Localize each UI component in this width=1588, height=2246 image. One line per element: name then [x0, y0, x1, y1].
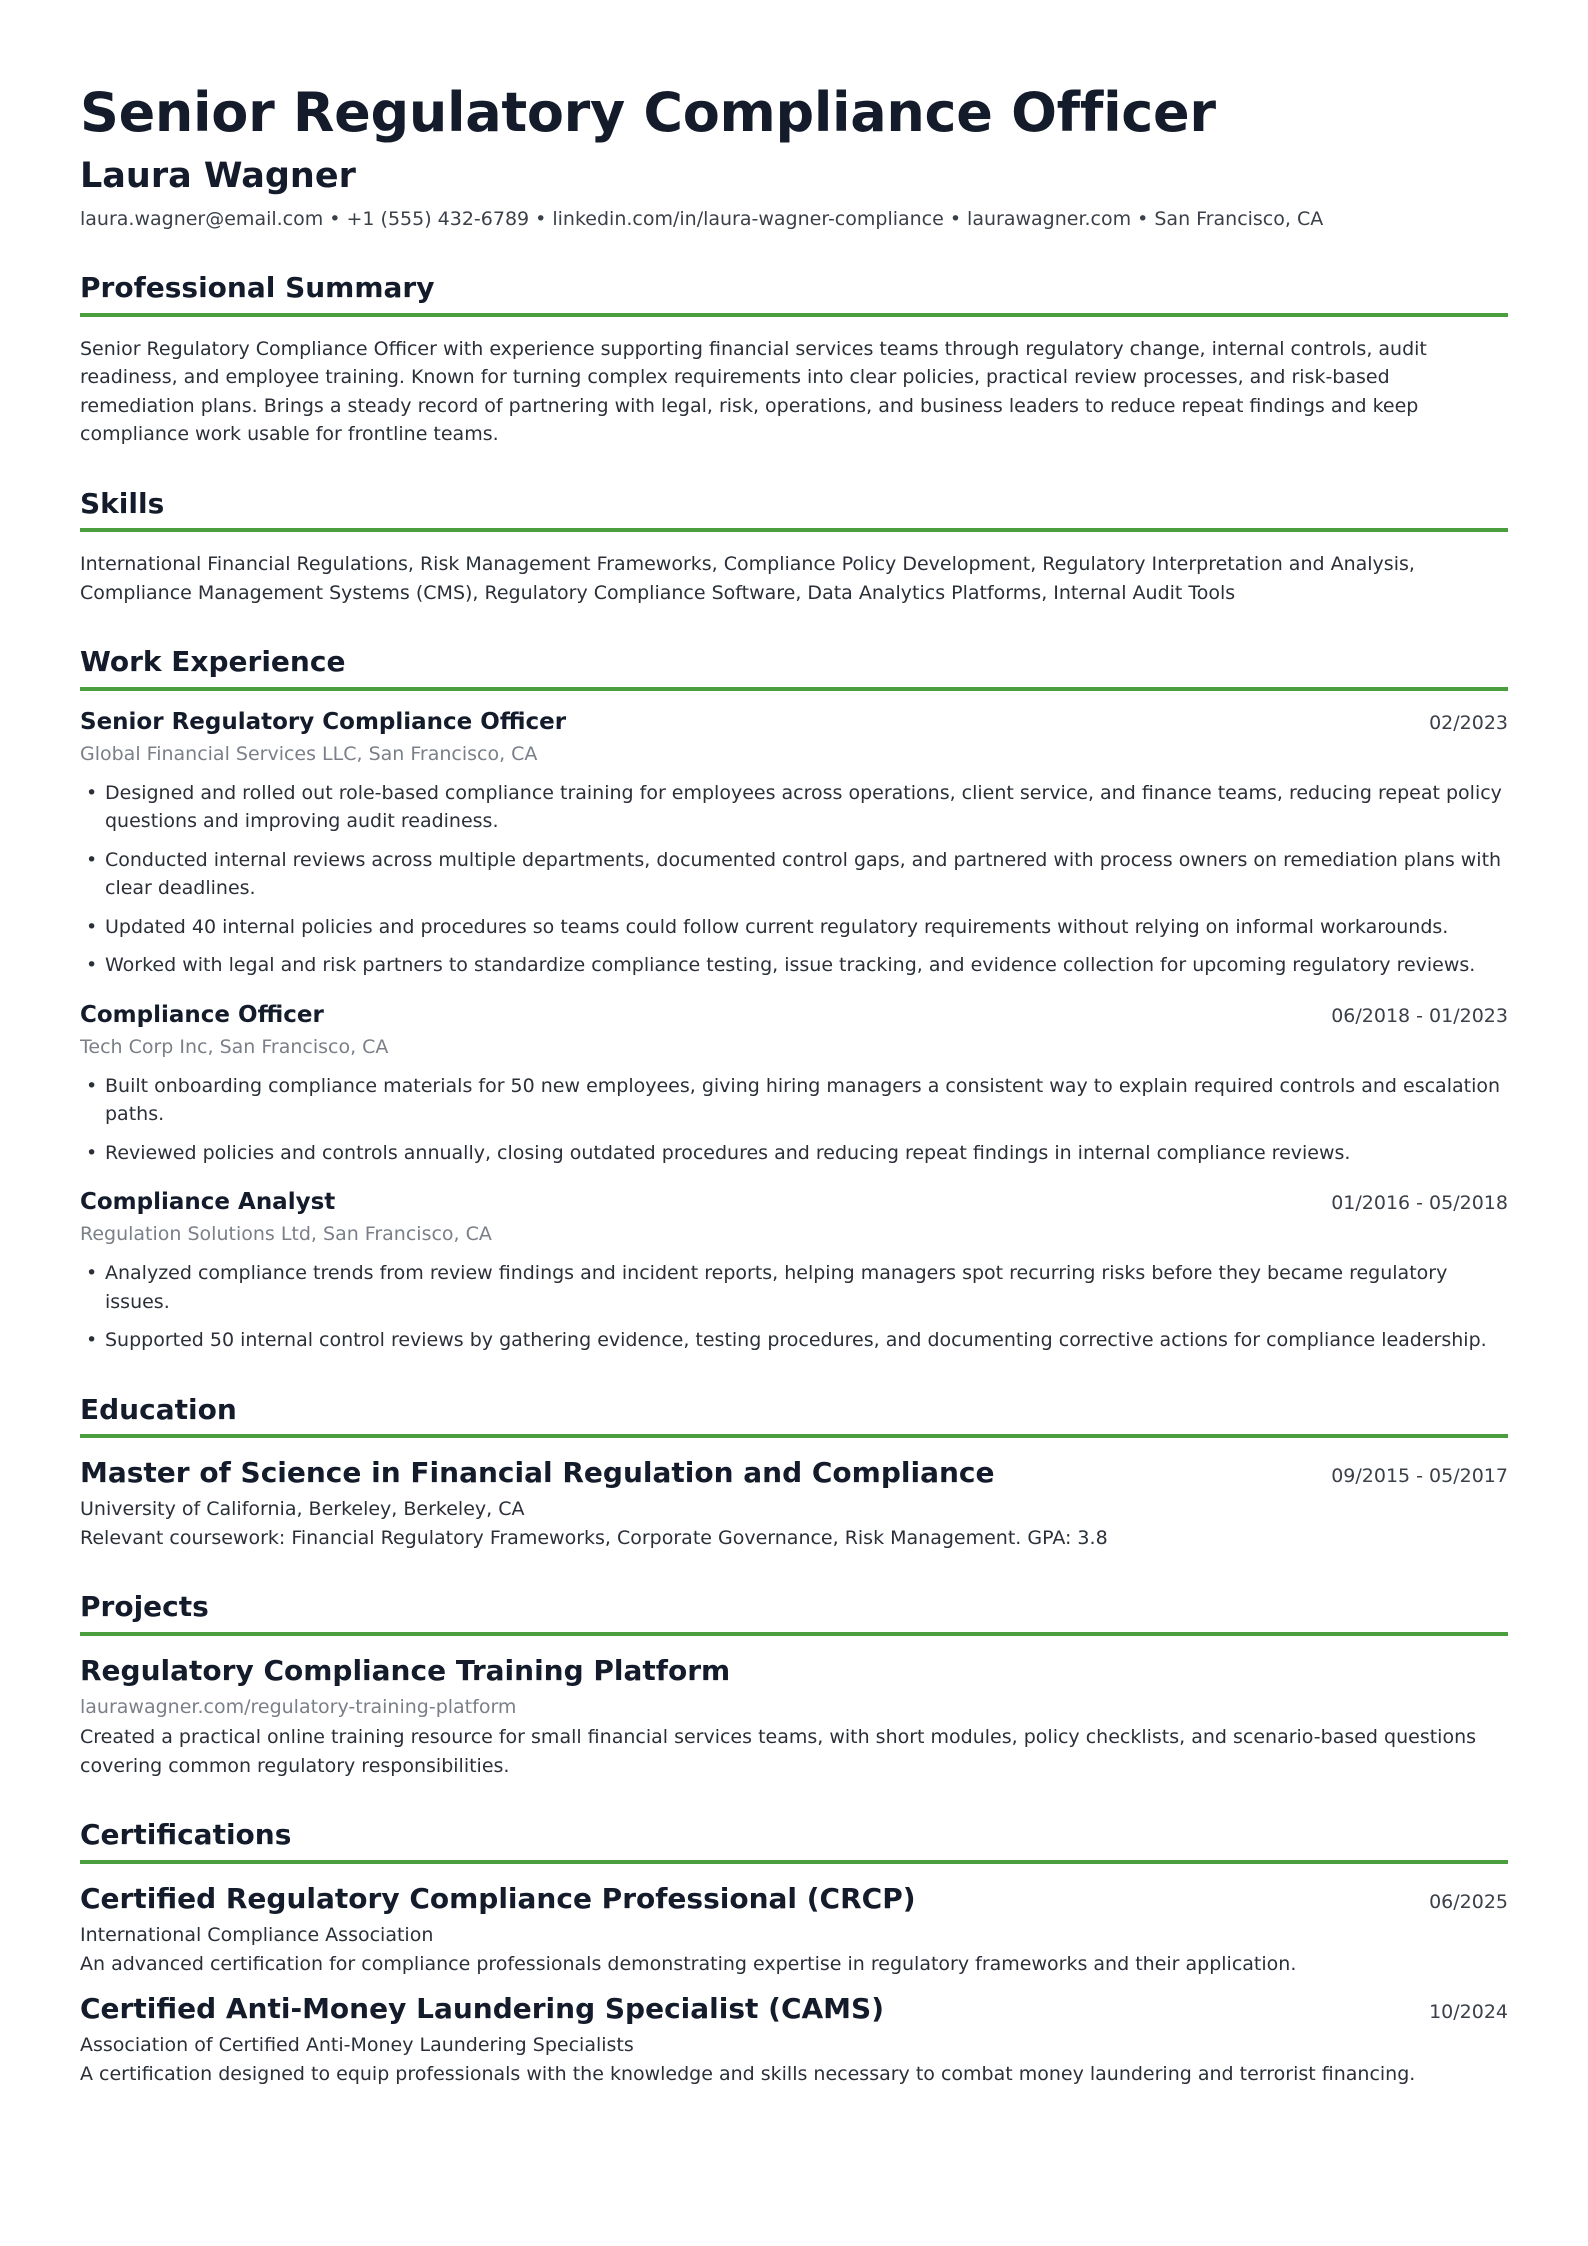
project-description: Created a practical online training resource for small financial services teams, with short modules, policy checklists, and scenario-based questions covering common regulatory responsibilities.: [80, 1726, 1477, 1777]
bullet-item: • Reviewed policies and controls annually, closing outdated procedures and reducing repeat findings in internal compliance reviews.: [80, 1139, 1508, 1168]
certification-entry: [80, 1992, 1508, 2088]
certifications-section: [80, 1818, 1508, 2088]
contact-separator: •: [1137, 208, 1149, 231]
projects-section: [80, 1590, 1508, 1780]
skills-text: International Financial Regulations, Risk Management Frameworks, Compliance Policy Development, Regulatory Interpretation and Analysis, Compliance Management Systems (CMS), Regulatory Compliance Software, Data Analytics Platforms, Internal Audit Tools: [80, 553, 1415, 604]
bullet-dot-icon: •: [86, 848, 98, 871]
contact-location: San Francisco, CA: [1154, 208, 1324, 231]
bullet-dot-icon: •: [86, 915, 98, 938]
job-date: 02/2023: [1429, 711, 1508, 734]
job-date: 01/2016 - 05/2018: [1331, 1192, 1508, 1215]
bullet-dot-icon: •: [86, 1074, 98, 1097]
job-bullets: [80, 1072, 1508, 1168]
job-bullets: [80, 779, 1508, 980]
job-entry: [80, 1002, 1508, 1168]
job-company: Tech Corp Inc, San Francisco, CA: [80, 1035, 389, 1058]
bullet-dot-icon: •: [86, 781, 98, 804]
education-date: 09/2015 - 05/2017: [1331, 1465, 1508, 1488]
contact-separator: •: [329, 208, 341, 231]
section-heading: Education: [80, 1393, 1508, 1439]
bullet-item: • Supported 50 internal control reviews by gathering evidence, testing procedures, and documenting corrective actions for compliance leadership.: [80, 1326, 1508, 1355]
skills-section: [80, 487, 1508, 608]
job-entry: [80, 709, 1508, 980]
bullet-dot-icon: •: [86, 1262, 98, 1285]
section-heading: Work Experience: [80, 645, 1508, 691]
certification-date: 10/2024: [1429, 2001, 1508, 2023]
section-heading: Certifications: [80, 1818, 1508, 1864]
job-company: Regulation Solutions Ltd, San Francisco, CA: [80, 1223, 492, 1246]
summary-text: Senior Regulatory Compliance Officer with experience supporting financial services teams through regulatory change, internal controls, audit readiness, and employee training. Known for turning complex requirements into clear policies, practical review processes, and risk-based remediation plans. Brings a steady record of partnering with legal, risk, operations, and business leaders to reduce repeat findings and keep compliance work usable for frontline teams.: [80, 337, 1427, 446]
certification-entry: [80, 1882, 1508, 1978]
job-company: Global Financial Services LLC, San Francisco, CA: [80, 742, 538, 765]
bullet-item: • Updated 40 internal policies and procedures so teams could follow current regulatory requirements without relying on informal workarounds.: [80, 913, 1508, 942]
contact-email[interactable]: laura.wagner@email.com: [80, 208, 324, 231]
job-title: Compliance Officer: [80, 1001, 324, 1028]
resume-header: [80, 82, 1508, 233]
bullet-dot-icon: •: [86, 1329, 98, 1352]
summary-section: [80, 271, 1508, 449]
section-heading: Skills: [80, 487, 1508, 533]
bullet-dot-icon: •: [86, 1141, 98, 1164]
job-entry: [80, 1189, 1508, 1355]
certification-title: Certified Anti-Money Laundering Specialist (CAMS): [80, 1992, 884, 2025]
bullet-item: • Designed and rolled out role-based compliance training for employees across operations, client service, and finance teams, reducing repeat policy questions and improving audit readiness.: [80, 779, 1508, 836]
section-heading: Professional Summary: [80, 271, 1508, 317]
education-section: [80, 1393, 1508, 1553]
bullet-item: • Conducted internal reviews across multiple departments, documented control gaps, and partnered with process owners on remediation plans with clear deadlines.: [80, 846, 1508, 903]
candidate-name: Laura Wagner: [80, 156, 356, 197]
bullet-item: • Worked with legal and risk partners to standardize compliance testing, issue tracking, and evidence collection for upcoming regulatory reviews.: [80, 951, 1508, 980]
contact-phone[interactable]: +1 (555) 432-6789: [346, 208, 530, 231]
certification-description: An advanced certification for compliance professionals demonstrating expertise in regulatory frameworks and their application.: [80, 1952, 1297, 1975]
bullet-item: • Analyzed compliance trends from review findings and incident reports, helping managers spot recurring risks before they became regulatory issues.: [80, 1259, 1508, 1316]
contact-website[interactable]: laurawagner.com: [967, 208, 1132, 231]
certification-title: Certified Regulatory Compliance Professional (CRCP): [80, 1882, 916, 1915]
project-title: Regulatory Compliance Training Platform: [80, 1653, 731, 1687]
contact-separator: •: [949, 208, 962, 231]
certification-date: 06/2025: [1429, 1891, 1508, 1913]
resume-title: Senior Regulatory Compliance Officer: [80, 81, 1216, 144]
contact-linkedin[interactable]: linkedin.com/in/laura-wagner-compliance: [552, 208, 944, 231]
job-title: Senior Regulatory Compliance Officer: [80, 708, 567, 735]
job-bullets: [80, 1259, 1508, 1355]
certification-issuer: International Compliance Association: [80, 1924, 434, 1946]
degree-title: Master of Science in Financial Regulation and Compliance: [80, 1456, 995, 1490]
contact-line: [80, 206, 1508, 233]
bullet-dot-icon: •: [86, 954, 98, 977]
project-link[interactable]: laurawagner.com/regulatory-training-platform: [80, 1695, 517, 1718]
bullet-item: • Built onboarding compliance materials for 50 new employees, giving hiring managers a consistent way to explain required controls and escalation paths.: [80, 1072, 1508, 1129]
experience-section: [80, 645, 1508, 1355]
education-details: Relevant coursework: Financial Regulatory Frameworks, Corporate Governance, Risk Management. GPA: 3.8: [80, 1526, 1108, 1549]
section-heading: Projects: [80, 1590, 1508, 1636]
job-title: Compliance Analyst: [80, 1189, 336, 1216]
contact-separator: •: [535, 208, 547, 231]
school-name: University of California, Berkeley, Berkeley, CA: [80, 1498, 525, 1521]
certification-description: A certification designed to equip professionals with the knowledge and skills necessary to combat money laundering and terrorist financing.: [80, 2062, 1416, 2085]
certification-issuer: Association of Certified Anti-Money Laundering Specialists: [80, 2034, 634, 2056]
job-date: 06/2018 - 01/2023: [1331, 1004, 1508, 1027]
